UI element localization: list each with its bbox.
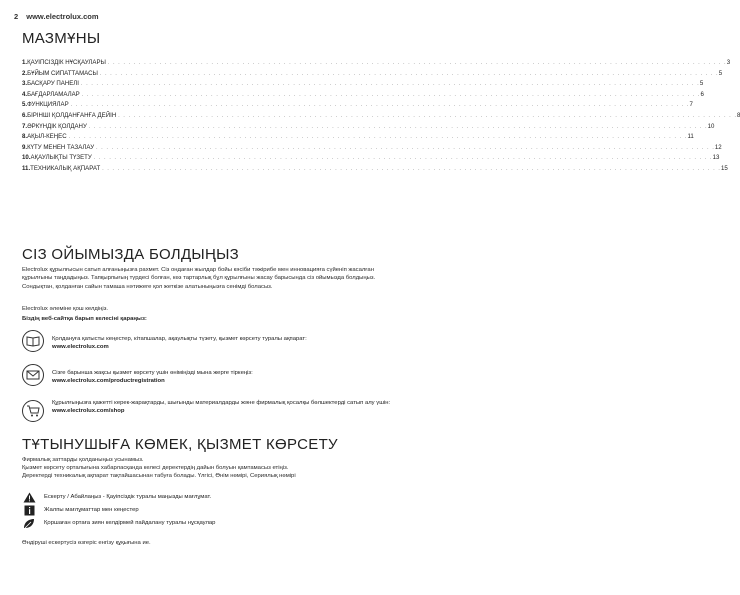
toc-item-title: ҚАУІПСІЗДІК НҰСҚАУЛАРЫ xyxy=(27,59,106,66)
thinking-of-you-heading: СІЗ ОЙЫМЫЗДА БОЛДЫҢЫЗ xyxy=(22,246,240,263)
toc-leader-dots: . . . . . . . . . . . . . . . . . . . . . . . . . . . . . . . . . . . . . . . . . . . . . . . . . . . . . . . . . . . . . . . . . . . . . . . . . . . . . . . . . . . . . . . . . . . . . . . . . . . . . . . . . . . . . . . . . . . . . . . . xyxy=(81,91,701,98)
toc-leader-dots: . . . . . . . . . . . . . . . . . . . . . . . . . . . . . . . . . . . . . . . . . . . . . . . . . . . . . . . . . . . . . . . . . . . . . . . . . . . . . . . . . . . . . . . . . . . . . . . . . . . . . . . . . . . . . . . . . . . . . . . . xyxy=(107,60,727,66)
toc-item-page: 11 xyxy=(687,133,694,141)
toc-item-page: 5 xyxy=(699,80,704,88)
toc-item-title: БІРІНШІ ҚОЛДАНҒАНҒА ДЕЙІН xyxy=(27,111,117,119)
welcome-text: Electrolux әлеміне қош келдіңіз. xyxy=(22,306,109,312)
toc-item-title: БАҒДАРЛАМАЛАР xyxy=(27,90,80,98)
toc-item-number: 8. xyxy=(22,133,28,141)
toc-item-title: АҚАУЛЫҚТЫ ТҮЗЕТУ xyxy=(30,154,92,162)
envelope-icon xyxy=(22,364,44,386)
toc-item-page: 3 xyxy=(726,59,731,66)
toc-item[interactable] xyxy=(22,111,740,122)
toc-item-title: ТЕХНИКАЛЫҚ АҚПАРАТ xyxy=(30,164,101,172)
toc-item-title: ФУНКЦИЯЛАР xyxy=(27,101,69,109)
customer-care-heading: ТҰТЫНУШЫҒА КӨМЕК, ҚЫЗМЕТ КӨРСЕТУ xyxy=(22,436,338,453)
toc-item[interactable] xyxy=(22,90,704,101)
toc-item[interactable] xyxy=(22,69,723,80)
toc-item-number: 11. xyxy=(22,164,31,172)
toc-item-page: 6 xyxy=(700,90,704,98)
toc-item[interactable] xyxy=(22,153,720,164)
toc-leader-dots: . . . . . . . . . . . . . . . . . . . . . . . . . . . . . . . . . . . . . . . . . . . . . . . . . . . . . . . . . . . . . . . . . . . . . . . . . . . . . . . . . . . . . . . . . . . . . . . . . . . . . . . . . . . . . . . . . . . . . . . . xyxy=(88,123,708,130)
toc-leader-dots: . . . . . . . . . . . . . . . . . . . . . . . . . . . . . . . . . . . . . . . . . . . . . . . . . . . . . . . . . . . . . . . . . . . . . . . . . . . . . . . . . . . . . . . . . . . . . . . . . . . . . . . . . . . . . . . . . . . . . . . . xyxy=(102,165,721,172)
warning-icon xyxy=(22,492,36,503)
toc-item-number: 4. xyxy=(22,90,28,98)
toc-item-page: 8 xyxy=(737,111,740,119)
toc-item-title: БАСҚАРУ ПАНЕЛІ xyxy=(27,80,80,88)
toc-leader-dots: . . . . . . . . . . . . . . . . . . . . . . . . . . . . . . . . . . . . . . . . . . . . . . . . . . . . . . . . . . . . . . . . . . . . . . . . . . . . . . . . . . . . . . . . . . . . . . . . . . . . . . . . . . . . . . . . . . . . . . . . xyxy=(96,144,715,151)
cart-icon xyxy=(22,400,44,422)
toc-leader-dots: . . . . . . . . . . . . . . . . . . . . . . . . . . . . . . . . . . . . . . . . . . . . . . . . . . . . . . . . . . . . . . . . . . . . . . . . . . . . . . . . . . . . . . . . . . . . . . . . . . . . . . . . . . . . . . . . . . . . . . . . xyxy=(68,134,688,141)
toc-item-page: 7 xyxy=(689,101,693,109)
toc-item-number: 6. xyxy=(22,111,28,119)
toc-leader-dots: . . . . . . . . . . . . . . . . . . . . . . . . . . . . . . . . . . . . . . . . . . . . . . . . . . . . . . . . . . . . . . . . . . . . . . . . . . . . . . . . . . . . . . . . . . . . . . . . . . . . . . . . . . . . . . . . . . . . . . . . xyxy=(99,70,719,77)
website-link[interactable]: www.electrolux.com xyxy=(26,12,99,21)
toc-item-page: 10 xyxy=(707,122,715,130)
info-item-link[interactable]: www.electrolux.com/productregistration xyxy=(52,378,165,385)
footer-note: Өндіруші ескертусіз өзгеріс енгізу құқығына ие. xyxy=(22,540,151,546)
toc-item-number: 7. xyxy=(22,122,28,130)
info-item-text: Сізге барынша жақсы қызмет көрсету үшін өніміңізді мына жерге тіркеңіз: xyxy=(52,370,253,376)
toc-item-number: 10. xyxy=(22,154,31,162)
info-icon xyxy=(22,505,36,516)
toc-leader-dots: . . . . . . . . . . . . . . . . . . . . . . . . . . . . . . . . . . . . . . . . . . . . . . . . . . . . . . . . . . . . . . . . . . . . . . . . . . . . . . . . . . . . . . . . . . . . . . . . . . . . . . . . . . . . . . . . . . . . . . . . xyxy=(81,81,700,88)
intro-paragraph: Electrolux құрылғысын сатып алғаныңызға рахмет. Сіз ондаған жылдар бойы кәсіби тәжірибе мен инновацияға сүйеніп жасалған құрылғыны таңдадыңыз. Тапқырлығың түрдесі болған, көз тартарлық бұл құрылғыны жасау барысында сіз ойымызда болдыңыз. Сондықтан, қолданған сайын тамаша нәтижеге қол жеткізе алатыныңызға сенімді боласыз. xyxy=(22,267,376,290)
toc-item-title: АҚЫЛ-КЕҢЕС xyxy=(27,133,67,141)
toc-item-title: БҰЙЫМ СИПАТТАМАСЫ xyxy=(27,69,98,77)
info-legend: Жалпы мағлұматтар мен кеңестер xyxy=(44,507,139,513)
environment-legend: Қоршаған ортаға зиян келдірмей пайдалану туралы нұсқаулар xyxy=(44,520,216,526)
info-item-text: Құрылғыңызға қажетті керек-жарақтарды, шығынды материалдарды және фирмалық қосалқы бөлшектерді сатып алу үшін: xyxy=(52,400,391,406)
book-icon xyxy=(22,330,44,352)
info-item-manuals xyxy=(22,330,400,354)
warning-legend: Ескерту / Абайлаңыз - Қауіпсіздік туралы маңызды мағлұмат. xyxy=(44,494,212,500)
toc-item[interactable] xyxy=(22,79,704,90)
info-item-text: Қолдануға қатысты кеңестер, кітапшалар, ақаулықты түзету, қызмет көрсету туралы ақпарат: xyxy=(52,336,307,342)
service-line-1: Фирмалық заттарды қолданыңыз усынамыз. xyxy=(22,457,144,463)
toc-item[interactable] xyxy=(22,122,715,133)
website-prompt: Біздің веб-сайтқа барып келесіні қараңыз: xyxy=(22,316,147,322)
page-header xyxy=(14,12,99,21)
toc-item-page: 12 xyxy=(714,143,722,151)
toc-item-page: 13 xyxy=(712,154,720,162)
toc-item-title: КҮТУ МЕНЕН ТАЗАЛАУ xyxy=(27,143,95,151)
toc-leader-dots: . . . . . . . . . . . . . . . . . . . . . . . . . . . . . . . . . . . . . . . . . . . . . . . . . . . . . . . . . . . . . . . . . . . . . . . . . . . . . . . . . . . . . . . . . . . . . . . . . . . . . . . . . . . . . . . . . . . . . . . . xyxy=(93,155,713,162)
toc-item[interactable] xyxy=(22,58,731,69)
toc-item[interactable] xyxy=(22,132,694,143)
toc-heading: МАЗМҰНЫ xyxy=(22,30,101,47)
toc-item-title: ӘРКҮНДІК ҚОЛДАНУ xyxy=(27,122,87,130)
toc-item[interactable] xyxy=(22,100,693,111)
info-item-registration xyxy=(22,364,400,388)
toc-item-number: 5. xyxy=(22,101,28,109)
toc-item[interactable] xyxy=(22,164,728,175)
info-item-shop xyxy=(22,398,400,428)
info-item-link[interactable]: www.electrolux.com/shop xyxy=(52,408,125,415)
toc-leader-dots: . . . . . . . . . . . . . . . . . . . . . . . . . . . . . . . . . . . . . . . . . . . . . . . . . . . . . . . . . . . . . . . . . . . . . . . . . . . . . . . . . . . . . . . . . . . . . . . . . . . . . . . . . . . . . . . . . . . . . . . . xyxy=(118,112,738,119)
service-line-2: Қызмет көрсету орталығына хабарласқанда келесі деректердің дайын болуын қамтамасыз етіңіз. xyxy=(22,465,289,471)
table-of-contents xyxy=(22,58,740,175)
info-item-link[interactable]: www.electrolux.com xyxy=(52,344,109,351)
toc-item-number: 3. xyxy=(22,80,28,88)
page-number: 2 xyxy=(14,12,19,21)
toc-item[interactable] xyxy=(22,143,722,154)
environment-icon xyxy=(22,518,36,529)
service-line-3: Деректерді техникалық ақпарат тақтайшасынан табуға болады. Үлгісі, Өнім нөмірі, Сериялық нөмірі xyxy=(22,473,296,479)
toc-item-number: 1. xyxy=(22,59,28,66)
toc-item-number: 9. xyxy=(22,143,28,151)
toc-item-number: 2. xyxy=(22,69,28,77)
toc-leader-dots: . . . . . . . . . . . . . . . . . . . . . . . . . . . . . . . . . . . . . . . . . . . . . . . . . . . . . . . . . . . . . . . . . . . . . . . . . . . . . . . . . . . . . . . . . . . . . . . . . . . . . . . . . . . . . . . . . . . . . . . . xyxy=(70,102,690,109)
toc-item-page: 5 xyxy=(718,69,723,77)
toc-item-page: 15 xyxy=(721,164,728,172)
